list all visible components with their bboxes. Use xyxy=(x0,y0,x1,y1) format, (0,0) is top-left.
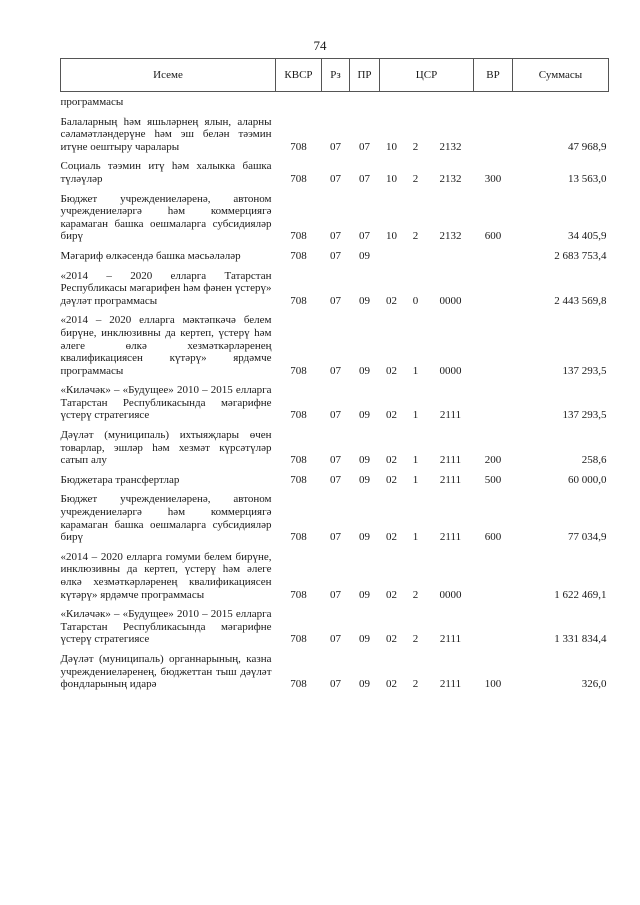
table-header-row xyxy=(61,59,609,92)
header-name: Исеме xyxy=(61,59,276,92)
cell-vr: 600 xyxy=(484,230,502,243)
cell-rz: 07 xyxy=(330,588,341,601)
cell-csr-program xyxy=(380,92,404,111)
cell-csr-program xyxy=(380,245,404,265)
cell-vr xyxy=(474,265,513,310)
page-number: 74 xyxy=(313,38,327,53)
cell-csr-subprogram: 1 xyxy=(412,364,419,377)
cell-csr-subprogram: 1 xyxy=(412,531,419,544)
cell-vr xyxy=(474,245,513,265)
table-row xyxy=(61,488,609,545)
cell-csr-program: 02 xyxy=(386,633,397,646)
cell-kvsr: 708 xyxy=(290,531,307,544)
cell-rz: 07 xyxy=(330,409,341,422)
cell-pr: 09 xyxy=(359,473,370,486)
cell-pr: 07 xyxy=(359,172,370,185)
cell-csr-subprogram xyxy=(404,92,428,111)
cell-csr-direction xyxy=(428,92,474,111)
cell-pr: 09 xyxy=(359,588,370,601)
cell-vr xyxy=(474,92,513,111)
cell-csr-subprogram: 0 xyxy=(412,294,419,307)
cell-csr-program: 10 xyxy=(386,172,397,185)
header-pr: ПР xyxy=(350,59,380,92)
cell-vr xyxy=(474,603,513,648)
cell-kvsr: 708 xyxy=(290,172,307,185)
cell-pr: 09 xyxy=(359,294,370,307)
cell-kvsr: 708 xyxy=(290,588,307,601)
cell-csr-subprogram: 2 xyxy=(412,678,419,691)
cell-sum: 137 293,5 xyxy=(562,409,607,422)
cell-csr-subprogram xyxy=(404,245,428,265)
cell-sum: 326,0 xyxy=(581,678,607,691)
cell-pr: 07 xyxy=(359,140,370,153)
cell-kvsr: 708 xyxy=(290,364,307,377)
cell-sum: 1 622 469,1 xyxy=(554,588,607,601)
cell-pr: 09 xyxy=(359,364,370,377)
cell-name: «2014 – 2020 елларга мәктәпкәчә белем бирүне, инклюзивны да кертеп, үстерү һәм әлеге өлкә хезмәткәрләренең квалификациясен күтәрү» ярдәмче программасы xyxy=(60,314,272,377)
cell-name: Социаль тәэмин итү һәм халыкка башка түләүләр xyxy=(60,160,272,185)
cell-rz: 07 xyxy=(330,249,341,262)
cell-pr: 09 xyxy=(359,678,370,691)
cell-csr-direction: 2111 xyxy=(439,454,462,467)
cell-name: «2014 – 2020 елларга Татарстан Республикасы мәгарифен һәм фәнен үстерү» дәүләт программасы xyxy=(60,269,272,307)
cell-kvsr: 708 xyxy=(290,409,307,422)
cell-csr-program: 02 xyxy=(386,409,397,422)
cell-csr-direction: 0000 xyxy=(439,294,462,307)
cell-csr-subprogram: 1 xyxy=(412,454,419,467)
cell-name: «Киләчәк» – «Будущее» 2010 – 2015 елларга Татарстан Республикасында мәгарифне үстерү стратегиясе xyxy=(60,608,272,646)
cell-csr-program: 10 xyxy=(386,230,397,243)
cell-csr-direction: 0000 xyxy=(439,364,462,377)
cell-pr: 09 xyxy=(359,633,370,646)
cell-vr: 600 xyxy=(484,531,502,544)
cell-pr: 09 xyxy=(359,249,370,262)
cell-csr-program: 10 xyxy=(386,140,397,153)
cell-rz xyxy=(322,92,350,111)
cell-sum: 77 034,9 xyxy=(568,531,607,544)
table-row xyxy=(61,265,609,310)
cell-sum: 137 293,5 xyxy=(562,364,607,377)
cell-csr-program: 02 xyxy=(386,364,397,377)
table-row xyxy=(61,603,609,648)
cell-csr-direction: 2111 xyxy=(439,531,462,544)
table-row xyxy=(61,188,609,245)
cell-csr-program: 02 xyxy=(386,294,397,307)
cell-name: Мәгариф өлкәсендә башка мәсьәләләр xyxy=(60,249,241,262)
header-rz: Рз xyxy=(322,59,350,92)
cell-vr: 200 xyxy=(484,454,502,467)
cell-sum: 2 443 569,8 xyxy=(554,294,607,307)
cell-rz: 07 xyxy=(330,454,341,467)
cell-rz: 07 xyxy=(330,230,341,243)
cell-csr-program: 02 xyxy=(386,678,397,691)
cell-name: Дәүләт (муниципаль) ихтыяҗлары өчен товарлар, эшләр һәм хезмәт күрсәтүләр сатып алу xyxy=(60,429,272,467)
table-row xyxy=(61,546,609,603)
cell-name: Бюджет учреждениеләренә, автоном учреждениеләргә һәм коммерциягә карамаган башка оешмаларга субсидияләр бирү xyxy=(60,192,272,243)
cell-pr: 09 xyxy=(359,409,370,422)
cell-csr-program: 02 xyxy=(386,473,397,486)
cell-csr-direction: 2132 xyxy=(439,230,462,243)
table-body xyxy=(61,92,609,693)
cell-csr-direction: 0000 xyxy=(439,588,462,601)
cell-rz: 07 xyxy=(330,473,341,486)
cell-vr: 100 xyxy=(484,678,502,691)
header-sum: Суммасы xyxy=(513,59,609,92)
cell-rz: 07 xyxy=(330,678,341,691)
cell-vr xyxy=(474,111,513,156)
cell-name: программасы xyxy=(60,96,124,108)
cell-csr-direction: 2111 xyxy=(439,678,462,691)
cell-kvsr xyxy=(276,92,322,111)
cell-pr: 07 xyxy=(359,230,370,243)
cell-name: «2014 – 2020 елларга гомуми белем бирүне, инклюзивны да кертеп, үстерү һәм әлеге өлкә хезмәткәрләренең квалификациясен күтәрү» ярдәмче программасы xyxy=(60,550,272,601)
cell-kvsr: 708 xyxy=(290,294,307,307)
cell-sum: 13 563,0 xyxy=(568,172,607,185)
table-row xyxy=(61,379,609,424)
cell-csr-direction: 2132 xyxy=(439,172,462,185)
cell-kvsr: 708 xyxy=(290,230,307,243)
cell-vr: 500 xyxy=(484,473,502,486)
cell-name: Балаларның һәм яшьләрнең ялын, аларны сәламәтләндерүне һәм эш белән тәэмин итүне оештыру чаралары xyxy=(60,115,272,153)
cell-kvsr: 708 xyxy=(290,473,307,486)
cell-name: «Киләчәк» – «Будущее» 2010 – 2015 елларга Татарстан Республикасында мәгарифне үстерү стратегиясе xyxy=(60,384,272,422)
cell-vr xyxy=(474,546,513,603)
cell-pr: 09 xyxy=(359,454,370,467)
table-row xyxy=(61,424,609,469)
cell-csr-subprogram: 2 xyxy=(412,172,419,185)
cell-pr xyxy=(350,92,380,111)
cell-pr: 09 xyxy=(359,531,370,544)
cell-sum: 2 683 753,4 xyxy=(554,249,607,262)
budget-table xyxy=(60,58,609,693)
cell-sum: 60 000,0 xyxy=(568,473,607,486)
cell-sum: 47 968,9 xyxy=(568,140,607,153)
cell-name: Дәүләт (муниципаль) органнарының, казна учреждениеләренең, бюджеттан тыш дәүләт фондларының идарә xyxy=(60,652,272,691)
cell-csr-subprogram: 2 xyxy=(412,633,419,646)
table-row xyxy=(61,111,609,156)
cell-kvsr: 708 xyxy=(290,678,307,691)
cell-sum: 258,6 xyxy=(581,454,607,467)
cell-rz: 07 xyxy=(330,140,341,153)
cell-csr-direction xyxy=(428,245,474,265)
cell-sum xyxy=(513,92,609,111)
cell-csr-direction: 2111 xyxy=(439,409,462,422)
cell-sum: 1 331 834,4 xyxy=(554,633,607,646)
table-row xyxy=(61,309,609,379)
cell-name: Бюджет учреждениеләренә, автоном учреждениеләргә һәм коммерциягә карамаган башка оешмаларга субсидияләр бирү xyxy=(60,493,272,544)
cell-sum: 34 405,9 xyxy=(568,230,607,243)
cell-rz: 07 xyxy=(330,294,341,307)
cell-vr: 300 xyxy=(484,172,502,185)
cell-csr-subprogram: 2 xyxy=(412,230,419,243)
header-vr: ВР xyxy=(474,59,513,92)
table-row xyxy=(61,648,609,693)
table-row xyxy=(61,92,609,111)
cell-rz: 07 xyxy=(330,633,341,646)
cell-vr xyxy=(474,379,513,424)
cell-rz: 07 xyxy=(330,531,341,544)
cell-csr-direction: 2132 xyxy=(439,140,462,153)
cell-vr xyxy=(474,309,513,379)
cell-kvsr: 708 xyxy=(290,249,307,262)
table-row xyxy=(61,469,609,489)
cell-csr-direction: 2111 xyxy=(439,473,462,486)
cell-csr-subprogram: 1 xyxy=(412,409,419,422)
table-row xyxy=(61,245,609,265)
cell-rz: 07 xyxy=(330,364,341,377)
cell-csr-subprogram: 1 xyxy=(412,473,419,486)
cell-name: Бюджетара трансфертлар xyxy=(60,473,180,486)
header-kvsr: КВСР xyxy=(276,59,322,92)
cell-csr-subprogram: 2 xyxy=(412,588,419,601)
cell-rz: 07 xyxy=(330,172,341,185)
cell-csr-program: 02 xyxy=(386,454,397,467)
cell-kvsr: 708 xyxy=(290,140,307,153)
cell-csr-subprogram: 2 xyxy=(412,140,419,153)
header-csr: ЦСР xyxy=(380,59,474,92)
cell-csr-program: 02 xyxy=(386,588,397,601)
cell-kvsr: 708 xyxy=(290,633,307,646)
table-row xyxy=(61,155,609,187)
cell-csr-program: 02 xyxy=(386,531,397,544)
cell-kvsr: 708 xyxy=(290,454,307,467)
cell-csr-direction: 2111 xyxy=(439,633,462,646)
